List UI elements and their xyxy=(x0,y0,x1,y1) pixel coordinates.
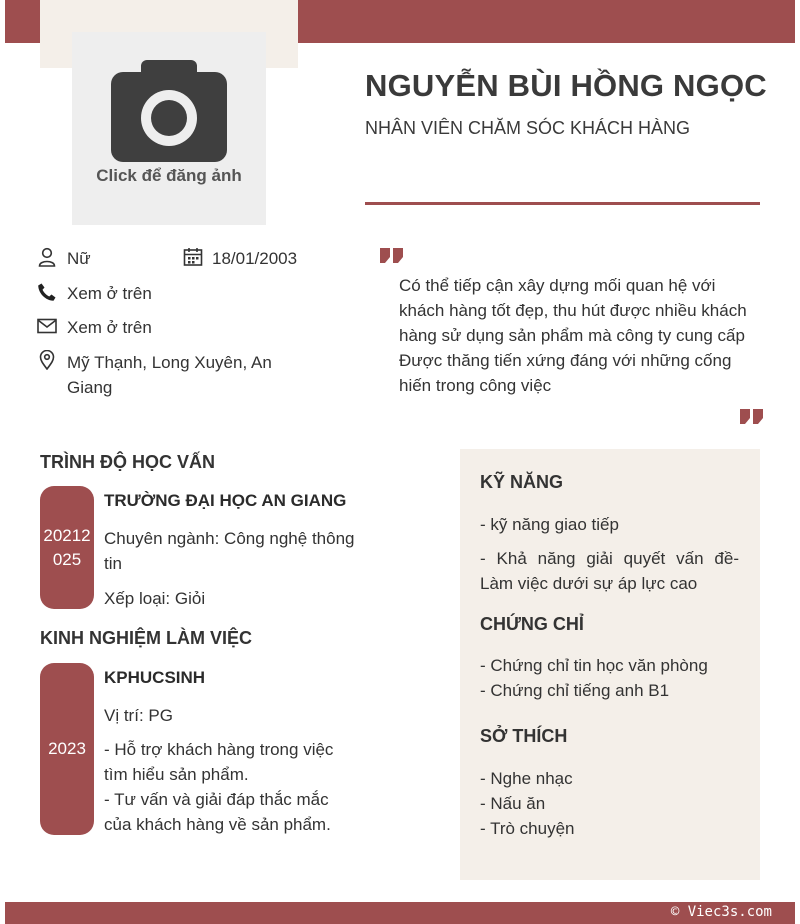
duty-line: tìm hiểu sản phẩm. xyxy=(104,765,249,784)
objective-line: Có thể tiếp cận xây dựng mối quan hệ với xyxy=(399,276,716,295)
education-title: TRÌNH ĐỘ HỌC VẤN xyxy=(40,452,215,472)
copyright-text: © Viec3s.com xyxy=(670,904,772,920)
phone-icon xyxy=(37,282,57,302)
user-icon xyxy=(37,247,57,267)
camera-icon xyxy=(111,60,227,162)
career-objective xyxy=(399,273,751,398)
phone-value: Xem ở trên xyxy=(67,284,152,303)
experience-year: 2023 xyxy=(40,663,94,835)
email-value: Xem ở trên xyxy=(67,318,152,337)
address-line: Mỹ Thạnh, Long Xuyên, An xyxy=(67,353,272,372)
hobbies-title: SỞ THÍCH xyxy=(480,726,568,746)
education-grade: Xếp loại: Giỏi xyxy=(104,589,206,608)
school-name: TRƯỜNG ĐẠI HỌC AN GIANG xyxy=(104,491,347,510)
header-divider xyxy=(365,202,760,205)
experience-role: Vị trí: PG xyxy=(104,706,173,725)
company-name: KPHUCSINH xyxy=(104,668,206,687)
birthdate-value: 18/01/2003 xyxy=(212,249,298,268)
skill-item: - Khả năng giải quyết vấn đề- xyxy=(480,549,739,568)
skill-item: Làm việc dưới sự áp lực cao xyxy=(480,574,698,593)
skill-item: - kỹ năng giao tiếp xyxy=(480,515,619,534)
objective-line: hiến trong công việc xyxy=(399,376,552,395)
hobby-list xyxy=(480,766,575,841)
gender-value: Nữ xyxy=(67,249,91,268)
quote-close-icon xyxy=(740,409,764,425)
education-year-line: 025 xyxy=(52,549,82,569)
duty-line: của khách hàng về sản phẩm. xyxy=(104,815,331,834)
objective-line: Được thăng tiến xứng đáng với những cống xyxy=(399,351,732,370)
certificate-item: - Chứng chỉ tiếng anh B1 xyxy=(480,681,670,700)
education-year-line: 20212 xyxy=(43,525,91,545)
envelope-icon xyxy=(37,316,57,336)
quote-open-icon xyxy=(380,248,404,264)
hobby-item: - Nấu ăn xyxy=(480,794,546,813)
objective-line: hàng sử dụng sản phẩm mà công ty cung cấp xyxy=(399,326,745,345)
hobby-item: - Trò chuyện xyxy=(480,819,575,838)
certificates-title: CHỨNG CHỈ xyxy=(480,614,584,634)
education-year xyxy=(40,486,94,609)
experience-title: KINH NGHIỆM LÀM VIỆC xyxy=(40,628,253,648)
candidate-name: NGUYỄN BÙI HỒNG NGỌC xyxy=(365,68,767,103)
hobby-item: - Nghe nhạc xyxy=(480,769,573,788)
certificate-list xyxy=(480,653,708,703)
job-position: NHÂN VIÊN CHĂM SÓC KHÁCH HÀNG xyxy=(365,118,691,138)
certificate-item: - Chứng chỉ tin học văn phòng xyxy=(480,656,708,675)
photo-upload[interactable] xyxy=(72,32,266,225)
skills-title: KỸ NĂNG xyxy=(480,472,564,492)
photo-upload-label: Click để đăng ảnh xyxy=(96,166,242,185)
address-value xyxy=(67,350,272,400)
education-major-line: Chuyên ngành: Công nghệ thông xyxy=(104,529,355,548)
address-line: Giang xyxy=(67,378,113,397)
education-major-line: tin xyxy=(104,554,122,573)
calendar-icon xyxy=(183,247,203,267)
experience-duties xyxy=(104,737,333,837)
map-pin-icon xyxy=(37,350,57,370)
duty-line: - Tư vấn và giải đáp thắc mắc xyxy=(104,790,329,809)
duty-line: - Hỗ trợ khách hàng trong việc xyxy=(104,740,334,759)
objective-line: khách hàng tốt đẹp, thu hút được nhiều khách xyxy=(399,301,747,320)
education-major xyxy=(104,526,354,576)
